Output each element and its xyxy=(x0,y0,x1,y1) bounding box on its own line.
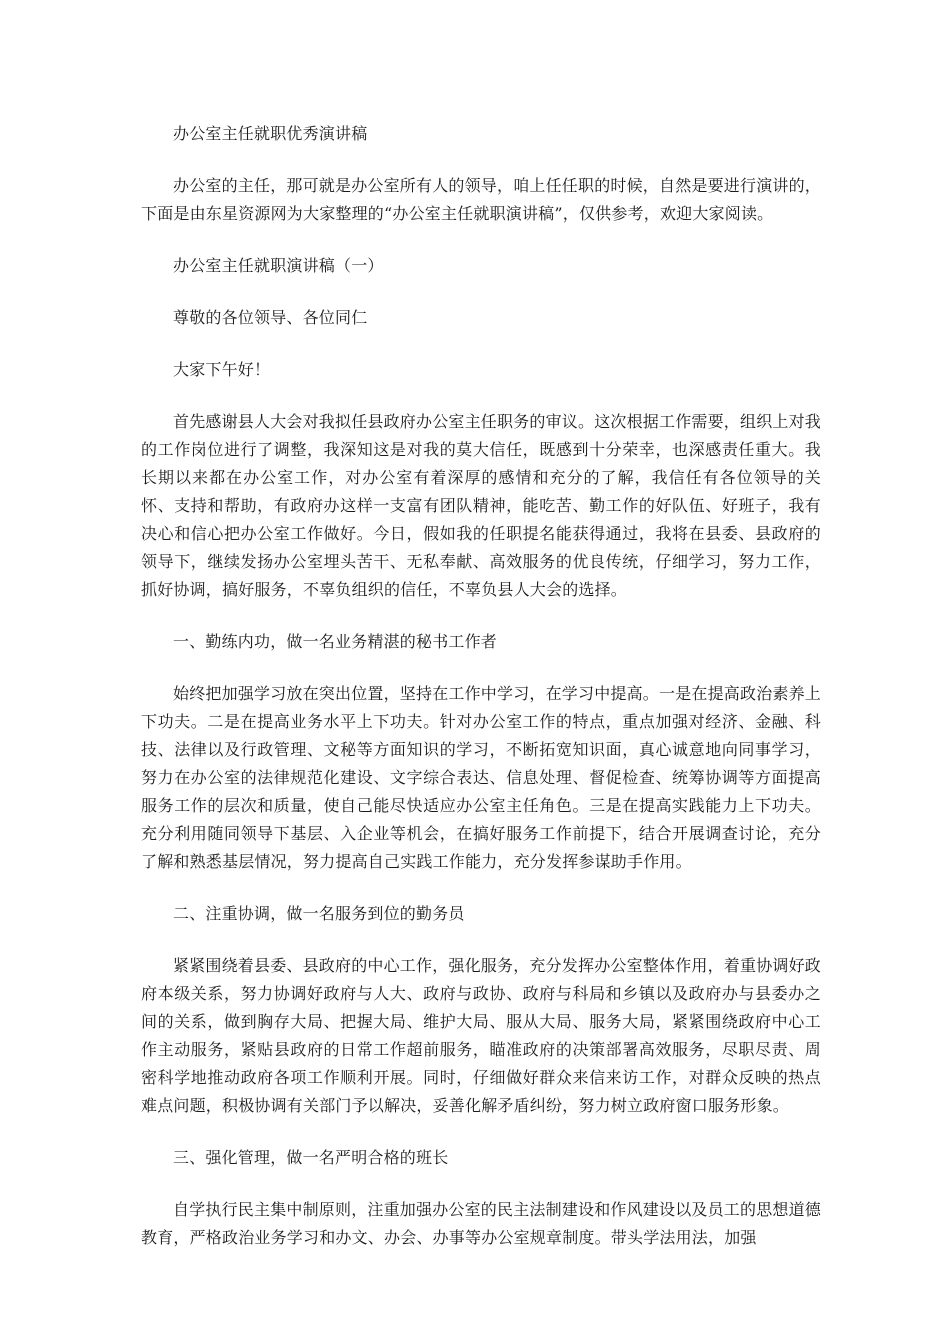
body-paragraph-3: 紧紧围绕着县委、县政府的中心工作，强化服务，充分发挥办公室整体作用，着重协调好政府本级关系，努力协调好政府与人大、政府与政协、政府与科局和乡镇以及政府办与县委办之间的关系，做到胸存大局、把握大局、维护大局、服从大局、服务大局，紧紧围绕政府中心工作主动服务，紧贴县政府的日常工作超前服务，瞄准政府的决策部署高效服务，尽职尽责、周密科学地推动政府各项工作顺利开展。同时，仔细做好群众来信来访工作，对群众反映的热点难点问题，积极协调有关部门予以解决，妥善化解矛盾纠纷，努力树立政府窗口服务形象。 xyxy=(141,956,822,1115)
document-body xyxy=(141,120,821,1252)
heading-2: 二、注重协调，做一名服务到位的勤务员 xyxy=(173,904,465,923)
body-paragraph-2: 始终把加强学习放在突出位置，坚持在工作中学习，在学习中提高。一是在提高政治素养上下功夫。二是在提高业务水平上下功夫。针对办公室工作的特点，重点加强对经济、金融、科技、法律以及行政管理、文秘等方面知识的学习，不断拓宽知识面，真心诚意地向同事学习，努力在办公室的法律规范化建设、文字综合表达、信息处理、督促检查、统筹协调等方面提高服务工作的层次和质量，使自己能尽快适应办公室主任角色。三是在提高实践能力上下功夫。充分利用随同领导下基层、入企业等机会，在搞好服务工作前提下，结合开展调查讨论，充分了解和熟悉基层情况，努力提高自己实践工作能力，充分发挥参谋助手作用。 xyxy=(141,684,822,871)
salutation: 尊敬的各位领导、各位同仁 xyxy=(173,308,368,327)
body-paragraph-4: 自学执行民主集中制原则，注重加强办公室的民主法制建设和作风建设以及员工的思想道德教育，严格政治业务学习和办文、办会、办事等办公室规章制度。带头学法用法，加强 xyxy=(141,1200,822,1247)
greeting: 大家下午好！ xyxy=(173,360,271,379)
intro-paragraph: 办公室的主任，那可就是办公室所有人的领导，咱上任任职的时候，自然是要进行演讲的，下面是由东星资源网为大家整理的“办公室主任就职演讲稿”，仅供参考，欢迎大家阅读。 xyxy=(141,176,822,223)
heading-3: 三、强化管理，做一名严明合格的班长 xyxy=(173,1148,449,1167)
body-paragraph-1: 首先感谢县人大会对我拟任县政府办公室主任职务的审议。这次根据工作需要，组织上对我的工作岗位进行了调整，我深知这是对我的莫大信任，既感到十分荣幸，也深感责任重大。我长期以来都在办公室工作，对办公室有着深厚的感情和充分的了解，我信任有各位领导的关怀、支持和帮助，有政府办这样一支富有团队精神，能吃苦、勤工作的好队伍、好班子，我有决心和信心把办公室工作做好。今日，假如我的任职提名能获得通过，我将在县委、县政府的领导下，继续发扬办公室埋头苦干、无私奉献、高效服务的优良传统，仔细学习，努力工作，抓好协调，搞好服务，不辜负组织的信任，不辜负县人大会的选择。 xyxy=(141,412,822,599)
document-title: 办公室主任就职优秀演讲稿 xyxy=(173,124,368,143)
heading-1: 一、勤练内功，做一名业务精湛的秘书工作者 xyxy=(173,632,498,651)
section-title: 办公室主任就职演讲稿（一） xyxy=(173,256,384,275)
